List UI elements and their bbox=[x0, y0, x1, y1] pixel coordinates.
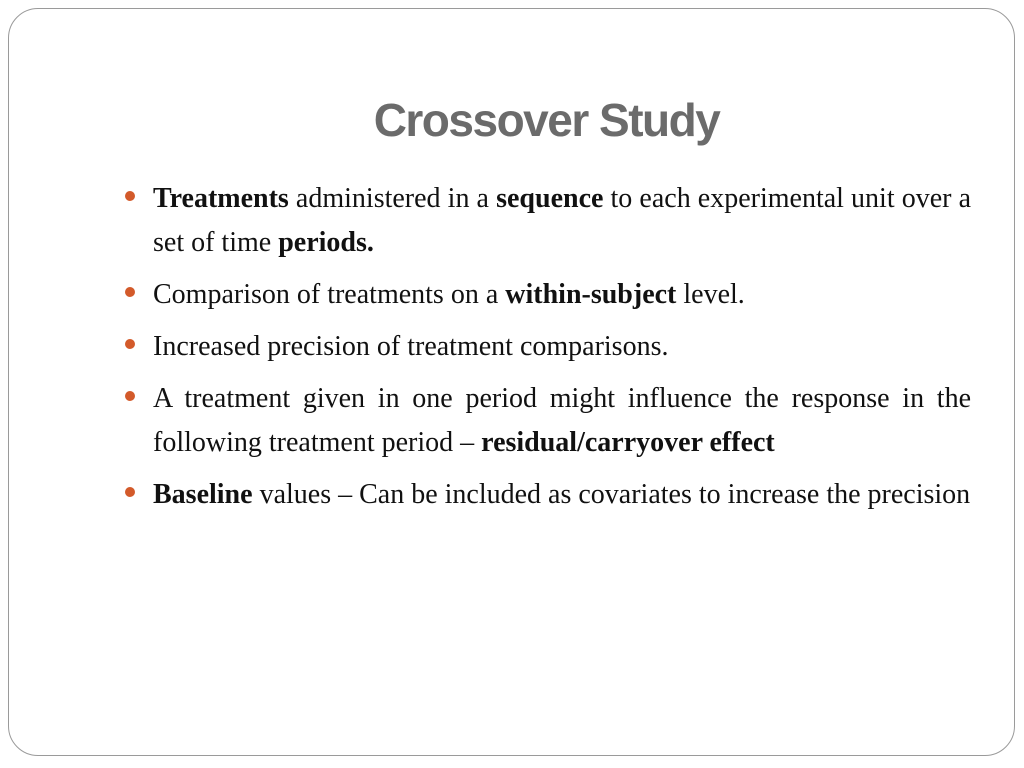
bullet-list bbox=[125, 177, 971, 525]
bullet-precision bbox=[125, 325, 971, 369]
bullet-dot-icon bbox=[125, 391, 135, 401]
bullet-dot-icon bbox=[125, 339, 135, 349]
bullet-text-bold: within-subject bbox=[505, 279, 677, 310]
bullet-text: Increased precision of treatment comparisons. bbox=[153, 331, 669, 362]
bullet-dot-icon bbox=[125, 287, 135, 297]
bullet-text-bold: sequence bbox=[496, 183, 604, 214]
bullet-text-bold: Baseline bbox=[153, 479, 253, 510]
bullet-text-bold: Treatments bbox=[153, 183, 289, 214]
slide bbox=[8, 8, 1015, 756]
bullet-text: A treatment given in one period might influence the response in the following treatment period – bbox=[153, 383, 971, 458]
bullet-dot-icon bbox=[125, 487, 135, 497]
bullet-text: administered in a bbox=[288, 183, 497, 214]
bullet-text: level. bbox=[676, 279, 745, 310]
bullet-text: Comparison of treatments on a bbox=[153, 279, 506, 310]
bullet-text-bold: periods. bbox=[278, 227, 374, 258]
bullet-text: to each experimental unit over a set of time bbox=[153, 183, 972, 258]
bullet-text: values – Can be included as covariates to increase the precision bbox=[252, 479, 971, 510]
bullet-baseline bbox=[125, 473, 971, 517]
slide-title: Crossover Study bbox=[373, 94, 720, 146]
bullet-carryover bbox=[125, 377, 971, 465]
bullet-treatments bbox=[125, 177, 971, 265]
bullet-dot-icon bbox=[125, 191, 135, 201]
bullet-comparison bbox=[125, 273, 971, 317]
bullet-text-bold: residual/carryover effect bbox=[481, 427, 775, 458]
